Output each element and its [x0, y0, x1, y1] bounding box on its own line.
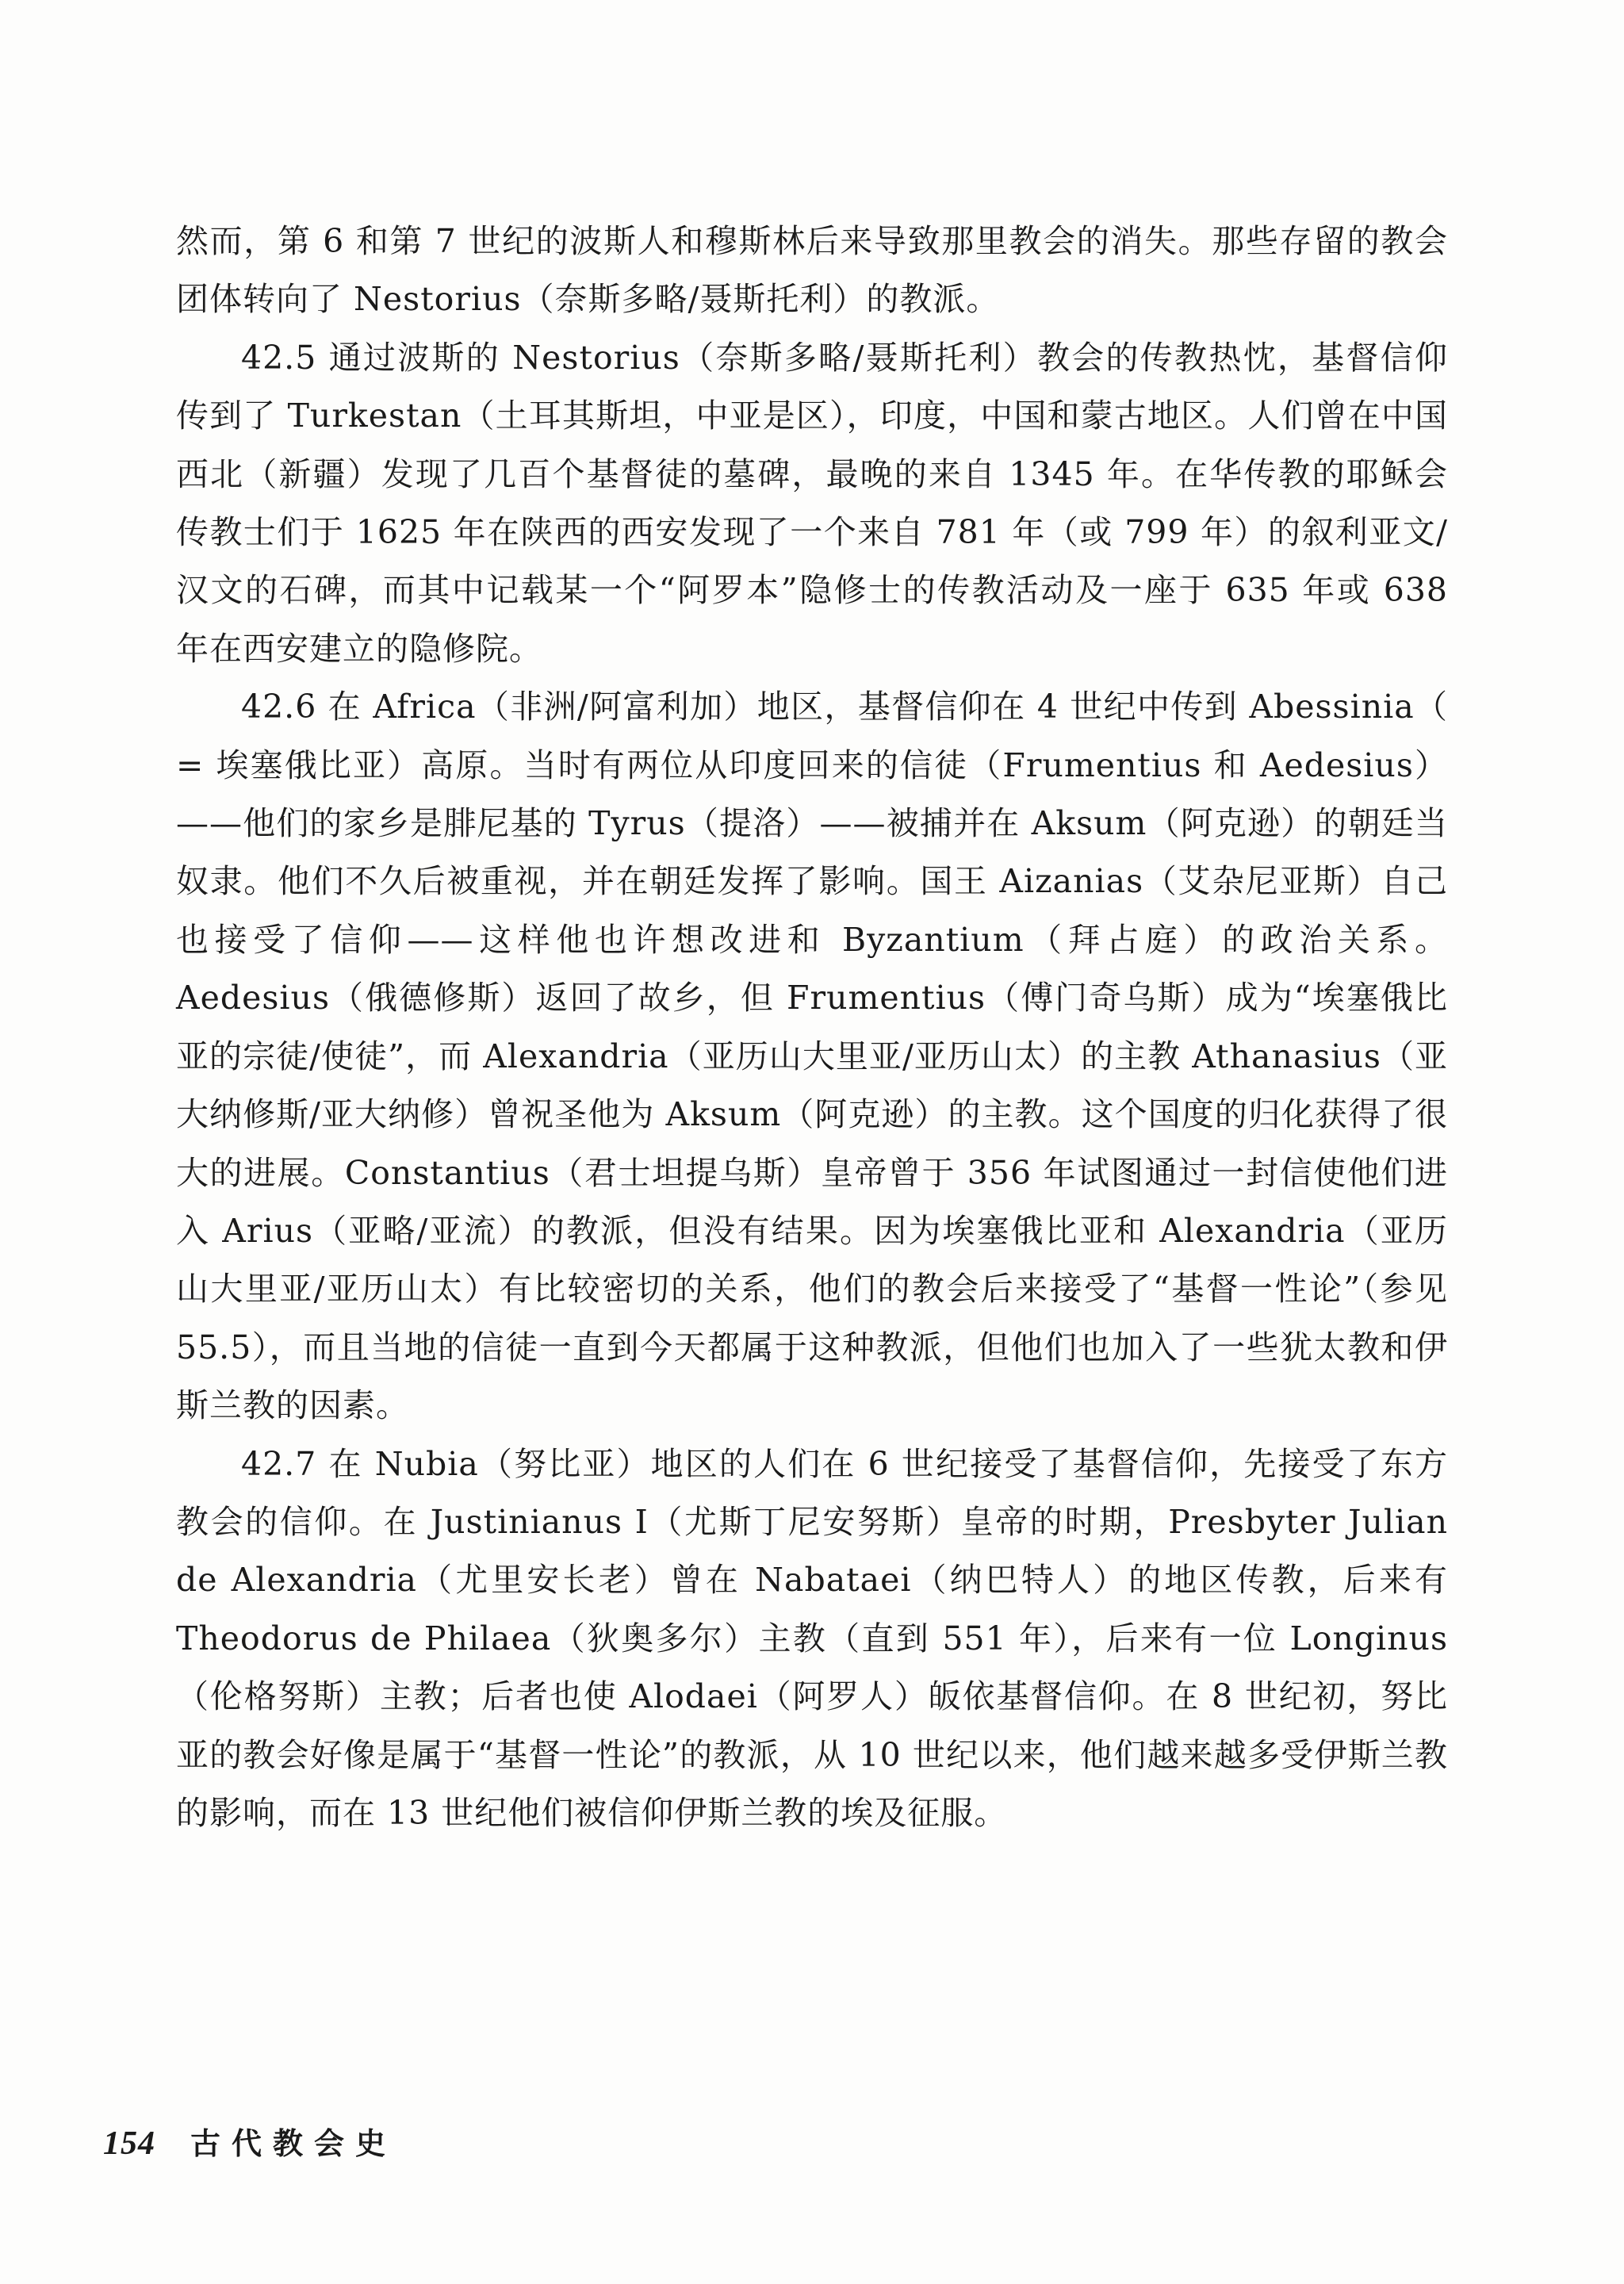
paragraph-42-7: 42.7 在 Nubia（努比亚）地区的人们在 6 世纪接受了基督信仰，先接受了东方教会的信仰。在 Justinianus I（尤斯丁尼安努斯）皇帝的时期，Presbyter Julian de Alexandria（尤里安长老）曾在 Nabataei（纳巴特人）的地区传教，后来有 Theodorus de Philaea（狄奥多尔）主教（直到 551 年），后来有一位 Longinus（伦格努斯）主教；后者也使 Alodaei（阿罗人）皈依基督信仰。在 8 世纪初，努比亚的教会好像是属于“基督一性论”的教派，从 10 世纪以来，他们越来越多受伊斯兰教的影响，而在 13 世纪他们被信仰伊斯兰教的埃及征服。 — [176, 1444, 1448, 1832]
paragraph-42-5: 42.5 通过波斯的 Nestorius（奈斯多略/聂斯托利）教会的传教热忱，基督信仰传到了 Turkestan（土耳其斯坦，中亚是区），印度，中国和蒙古地区。人们曾在中国西北（新疆）发现了几百个基督徒的墓碑，最晚的来自 1345 年。在华传教的耶稣会传教士们于 1625 年在陕西的西安发现了一个来自 781 年（或 799 年）的叙利亚文/汉文的石碑，而其中记载某一个“阿罗本”隐修士的传教活动及一座于 635 年或 638 年在西安建立的隐修院。 — [176, 338, 1448, 668]
paragraph-42-6: 42.6 在 Africa（非洲/阿富利加）地区，基督信仰在 4 世纪中传到 Abessinia（ = 埃塞俄比亚）高原。当时有两位从印度回来的信徒（Frumentius 和 Aedesius）——他们的家乡是腓尼基的 Tyrus（提洛）——被捕并在 Aksum（阿克逊）的朝廷当奴隶。他们不久后被重视，并在朝廷发挥了影响。国王 Aizanias（艾杂尼亚斯）自己也接受了信仰——这样他也许想改进和 Byzantium（拜占庭）的政治关系。Aedesius（俄德修斯）返回了故乡，但 Frumentius（傅门奇乌斯）成为“埃塞俄比亚的宗徒/使徒”，而 Alexandria（亚历山大里亚/亚历山太）的主教 Athanasius（亚大纳修斯/亚大纳修）曾祝圣他为 Aksum（阿克逊）的主教。这个国度的归化获得了很大的进展。Constantius（君士坦提乌斯）皇帝曾于 356 年试图通过一封信使他们进入 Arius（亚略/亚流）的教派，但没有结果。因为埃塞俄比亚和 Alexandria（亚历山大里亚/亚历山太）有比较密切的关系，他们的教会后来接受了“基督一性论”（参见 55.5），而且当地的信徒一直到今天都属于这种教派，但他们也加入了一些犹太教和伊斯兰教的因素。 — [176, 688, 1448, 1425]
page-footer — [103, 2119, 396, 2167]
body-text — [176, 213, 1448, 1842]
running-title: 古代教会史 — [190, 2125, 397, 2161]
page-number: 154 — [103, 2125, 155, 2162]
paragraph-continuation: 然而，第 6 和第 7 世纪的波斯人和穆斯林后来导致那里教会的消失。那些存留的教会团体转向了 Nestorius（奈斯多略/聂斯托利）的教派。 — [176, 222, 1448, 319]
